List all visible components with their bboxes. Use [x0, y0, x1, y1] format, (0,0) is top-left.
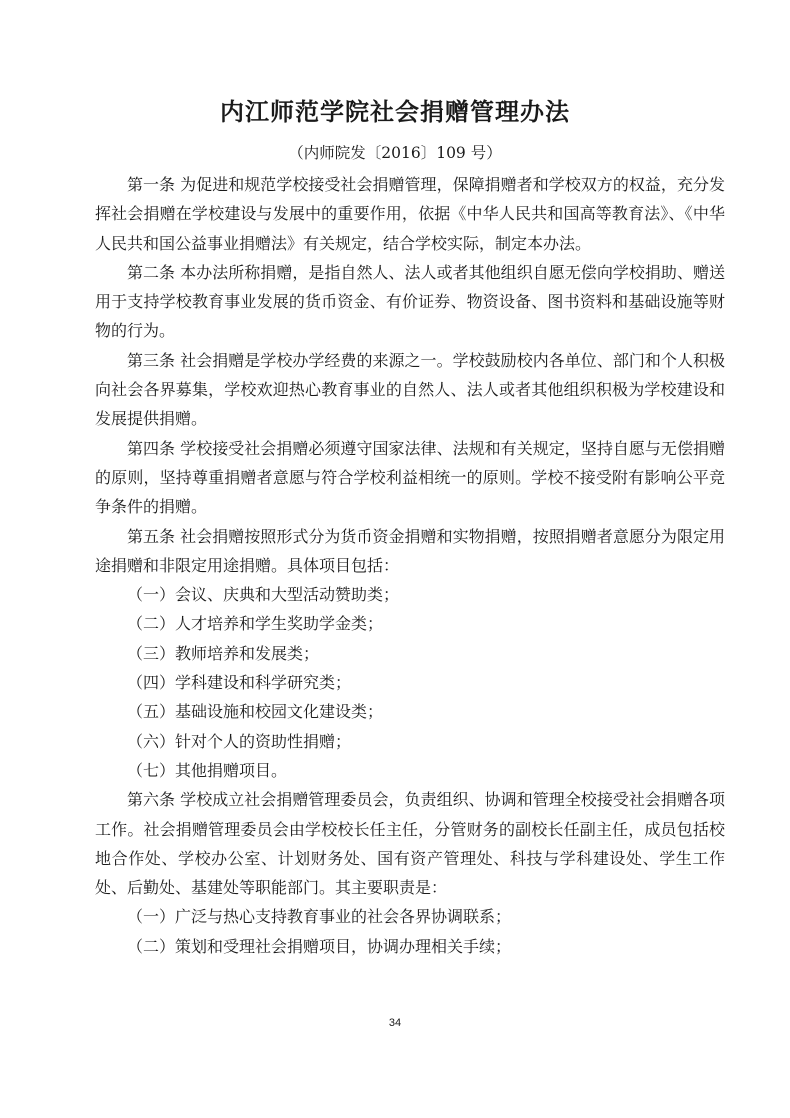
article-5-item: （四）学科建设和科学研究类；	[127, 673, 352, 693]
article-5-item: （二）人才培养和学生奖助学金类；	[127, 614, 384, 634]
article-5-item: （一）会议、庆典和大型活动赞助类；	[127, 585, 400, 605]
page-number: 34	[388, 1017, 402, 1029]
document-body	[95, 170, 725, 961]
article-6-item: （二）策划和受理社会捐赠项目，协调办理相关手续；	[127, 936, 512, 956]
document-number: （内师院发〔2016〕109 号）	[288, 144, 502, 162]
article-1: 第一条 为促进和规范学校接受社会捐赠管理，保障捐赠者和学校双方的权益，充分发挥社会捐赠在学校建设与发展中的重要作用，依据《中华人民共和国高等教育法》、《中华人民共和国公益事业捐赠法》有关规定，结合学校实际，制定本办法。	[95, 175, 725, 253]
article-5-item: （三）教师培养和发展类；	[127, 643, 320, 663]
article-4: 第四条 学校接受社会捐赠必须遵守国家法律、法规和有关规定，坚持自愿与无偿捐赠的原则，坚持尊重捐赠者意愿与符合学校利益相统一的原则。学校不接受附有影响公平竞争条件的捐赠。	[95, 438, 725, 517]
article-6-item: （一）广泛与热心支持教育事业的社会各界协调联系；	[127, 907, 512, 927]
article-5: 第五条 社会捐赠按照形式分为货币资金捐赠和实物捐赠，按照捐赠者意愿分为限定用途捐赠和非限定用途捐赠。具体项目包括：	[95, 526, 725, 575]
article-5-item: （七）其他捐赠项目。	[127, 760, 288, 780]
document-title: 内江师范学院社会捐赠管理办法	[220, 98, 570, 126]
article-5-item: （五）基础设施和校园文化建设类；	[127, 702, 384, 722]
article-6: 第六条 学校成立社会捐赠管理委员会，负责组织、协调和管理全校接受社会捐赠各项工作。社会捐赠管理委员会由学校校长任主任，分管财务的副校长任副主任，成员包括校地合作处、学校办公室、计划财务处、国有资产管理处、科技与学科建设处、学生工作处、后勤处、基建处等职能部门。其主要职责是：	[95, 790, 725, 898]
article-2: 第二条 本办法所称捐赠，是指自然人、法人或者其他组织自愿无偿向学校捐助、赠送用于支持学校教育事业发展的货币资金、有价证券、物资设备、图书资料和基础设施等财物的行为。	[95, 262, 725, 341]
article-5-item: （六）针对个人的资助性捐赠；	[127, 731, 352, 751]
article-3: 第三条 社会捐赠是学校办学经费的来源之一。学校鼓励校内各单位、部门和个人积极向社会各界募集，学校欢迎热心教育事业的自然人、法人或者其他组织积极为学校建设和发展提供捐赠。	[95, 350, 725, 429]
